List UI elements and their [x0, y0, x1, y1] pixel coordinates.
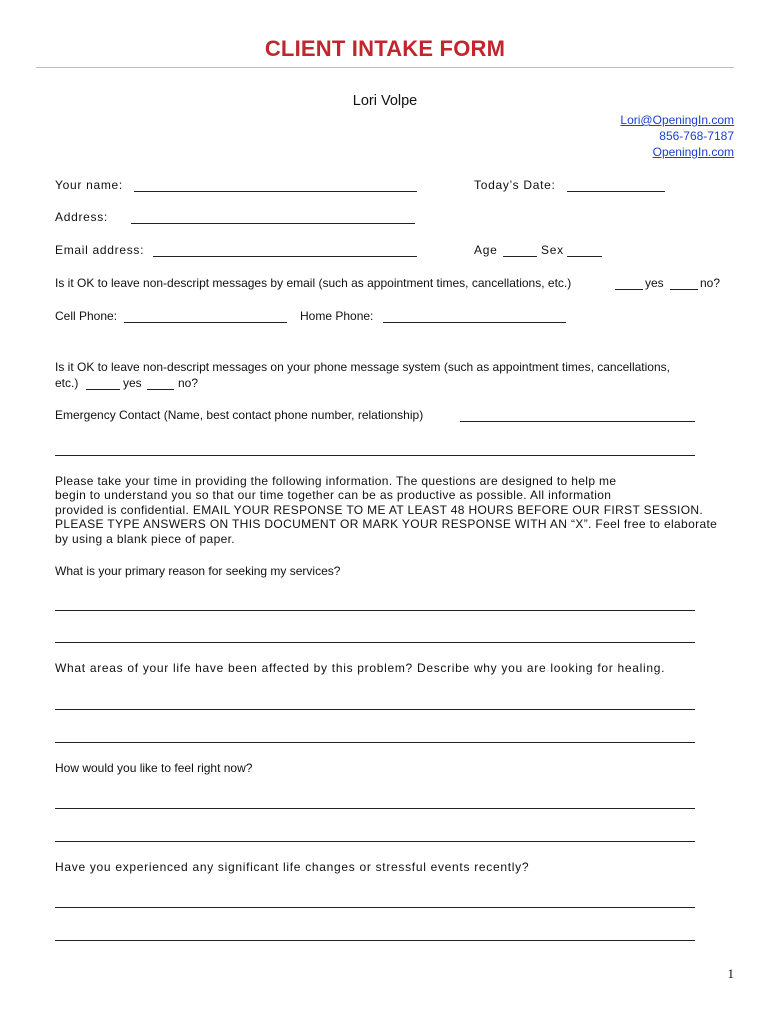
question-areas-affected: What areas of your life have been affected by this problem? Describe why you are looking for healing. [55, 661, 666, 675]
age-label: Age [474, 243, 498, 257]
todays-date-field[interactable] [567, 191, 665, 192]
instructions-line: Please take your time in providing the following information. The questions are designed to help me [55, 474, 617, 488]
cell-phone-field[interactable] [124, 322, 287, 323]
phone-ok-question-line1: Is it OK to leave non-descript messages on your phone message system (such as appointment times, cancellations, [55, 360, 670, 374]
phone-ok-yes-field[interactable] [86, 389, 120, 390]
instructions-paragraph [55, 474, 745, 546]
your-name-label: Your name: [55, 178, 123, 192]
question-primary-reason: What is your primary reason for seeking my services? [55, 564, 341, 578]
website-link[interactable]: OpeningIn.com [652, 145, 734, 159]
phone-ok-no-field[interactable] [147, 389, 174, 390]
answer-line[interactable] [55, 940, 695, 941]
page-number: 1 [727, 966, 734, 981]
address-field[interactable] [131, 223, 415, 224]
email-ok-yes-label: yes [645, 276, 664, 290]
email-ok-yes-field[interactable] [615, 289, 643, 290]
instructions-line: PLEASE TYPE ANSWERS ON THIS DOCUMENT OR MARK YOUR RESPONSE WITH AN “X”. Feel free to elaborate [55, 517, 718, 532]
email-ok-no-label: no? [700, 276, 721, 290]
todays-date-label: Today’s Date: [474, 178, 556, 192]
instructions-line: provided is confidential. EMAIL YOUR RESPONSE TO ME AT LEAST 48 HOURS BEFORE OUR FIRST SESSION. [55, 502, 704, 517]
therapist-name: Lori Volpe [352, 93, 418, 109]
answer-line[interactable] [55, 610, 695, 611]
contact-block [620, 112, 734, 160]
emergency-contact-line-2[interactable] [55, 455, 695, 456]
instructions-line: begin to understand you so that our time together can be as productive as possible. All information [55, 488, 612, 503]
title-divider [36, 67, 734, 68]
email-ok-question: Is it OK to leave non-descript messages by email (such as appointment times, cancellations, etc.) [55, 276, 572, 290]
age-field[interactable] [503, 256, 537, 257]
phone-number: 856-768-7187 [659, 129, 734, 143]
phone-ok-question-line2: etc.) [55, 376, 79, 390]
question-feel-right-now: How would you like to feel right now? [55, 761, 253, 775]
sex-field[interactable] [567, 256, 602, 257]
sex-label: Sex [541, 243, 564, 257]
email-ok-no-field[interactable] [670, 289, 698, 290]
home-phone-label: Home Phone: [300, 309, 374, 323]
answer-line[interactable] [55, 808, 695, 809]
answer-line[interactable] [55, 642, 695, 643]
form-title: CLIENT INTAKE FORM [264, 36, 506, 61]
phone-ok-yes-label: yes [123, 376, 142, 390]
question-life-changes: Have you experienced any significant life changes or stressful events recently? [55, 860, 530, 874]
emergency-contact-label: Emergency Contact (Name, best contact phone number, relationship) [55, 408, 424, 422]
email-address-field[interactable] [153, 256, 417, 257]
answer-line[interactable] [55, 709, 695, 710]
cell-phone-label: Cell Phone: [55, 309, 118, 323]
your-name-field[interactable] [134, 191, 417, 192]
phone-ok-no-label: no? [178, 376, 199, 390]
answer-line[interactable] [55, 841, 695, 842]
home-phone-field[interactable] [383, 322, 566, 323]
answer-line[interactable] [55, 907, 695, 908]
email-link[interactable]: Lori@OpeningIn.com [620, 113, 734, 127]
answer-line[interactable] [55, 742, 695, 743]
address-label: Address: [55, 210, 108, 224]
instructions-line: by using a blank piece of paper. [55, 531, 235, 546]
email-address-label: Email address: [55, 243, 145, 257]
emergency-contact-field[interactable] [460, 421, 695, 422]
